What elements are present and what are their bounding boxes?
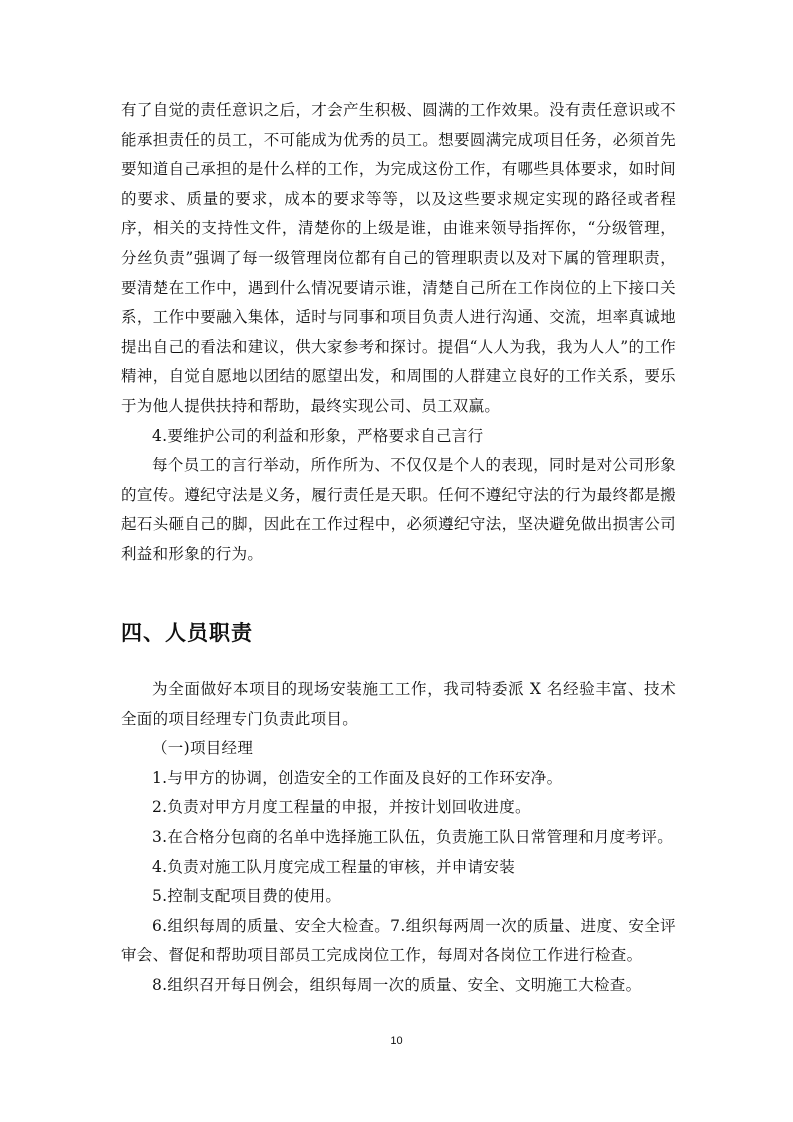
body-text-top	[121, 96, 676, 570]
subheading-project-manager: （一)项目经理	[152, 739, 254, 758]
paragraph-responsibility: 有了自觉的责任意识之后，才会产生积极、圆满的工作效果。没有责任意识或不能承担责任的员工，不可能成为优秀的员工。想要圆满完成项目任务，必须首先要知道自己承担的是什么样的工作，为完成这份工作，有哪些具体要求，如时间的要求、质量的要求，成本的要求等等，以及这些要求规定实现的路径或者程序，相关的支持性文件，清楚你的上级是谁，由谁来领导指挥你，“分级管理，分丝负责”强调了每一级管理岗位都有自己的管理职责以及对下属的管理职责，要清楚在工作中，遇到什么情况要请示谁，清楚自己所在工作岗位的上下接口关系，工作中要融入集体，适时与同事和项目负责人进行沟通、交流，坦率真诚地提出自己的看法和建议，供大家参考和探讨。提倡“人人为我，我为人人”的工作精神，自觉自愿地以团结的愿望出发，和周围的人群建立良好的工作关系，要乐于为他人提供扶持和帮助，最终实现公司、员工双赢。	[121, 101, 676, 415]
list-item: 6.组织每周的质量、安全大检查。7.组织每两周一次的质量、进度、安全评审会、督促和帮助项目部员工完成岗位工作，每周对各岗位工作进行检查。	[121, 916, 676, 965]
paragraph-intro: 为全面做好本项目的现场安装施工工作，我司特委派 X 名经验丰富、技术全面的项目经理专门负责此项目。	[121, 680, 676, 728]
paragraph-company-image: 每个员工的言行举动，所作所为、不仅仅是个人的表现，同时是对公司形象的宣传。遵纪守法是义务，履行责任是天职。任何不遵纪守法的行为最终都是搬起石头砸自己的脚，因此在工作过程中，必须遵纪守法，坚决避免做出损害公司利益和形象的行为。	[121, 456, 676, 563]
list-item: 3.在合格分包商的名单中选择施工队伍，负责施工队日常管理和月度考评。	[152, 827, 673, 846]
paragraph-item-4-title: 4.要维护公司的利益和形象，严格要求自己言行	[152, 426, 484, 445]
list-item: 1.与甲方的协调，创造安全的工作面及良好的工作环安净。	[152, 768, 563, 787]
list-item: 2.负责对甲方月度工程量的申报，并按计划回收进度。	[152, 798, 531, 817]
list-item: 4.负责对施工队月度完成工程量的审核，并申请安装	[152, 857, 515, 876]
page-number: 10	[390, 1035, 403, 1047]
list-item: 5.控制支配项目费的使用。	[152, 887, 342, 906]
section-heading: 四、人员职责	[121, 621, 253, 645]
list-item: 8.组织召开每日例会，组织每周一次的质量、安全、文明施工大检查。	[152, 975, 642, 994]
body-text-section	[121, 675, 676, 1001]
